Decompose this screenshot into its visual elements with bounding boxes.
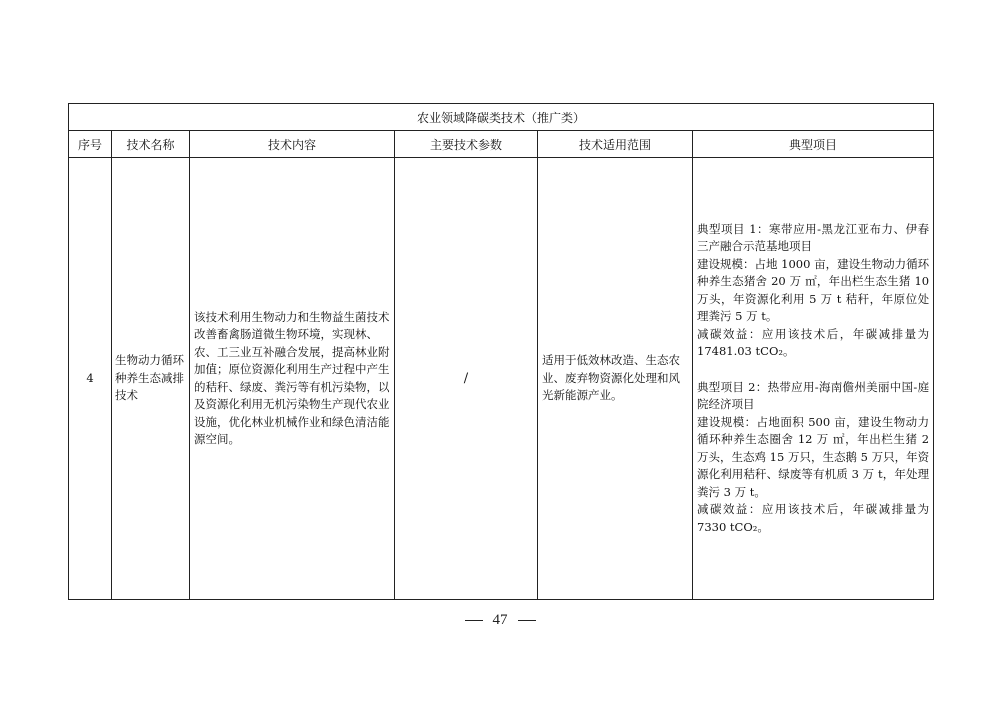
page-number-text: 47: [492, 612, 508, 628]
cell-tech-params: /: [395, 158, 538, 600]
project-2-benefit: 减碳效益：应用该技术后，年碳减排量为 7330 tCO₂。: [697, 502, 930, 534]
header-seq: 序号: [69, 131, 112, 158]
cell-seq: 4: [69, 158, 112, 600]
header-params: 主要技术参数: [395, 131, 538, 158]
table-row: [69, 158, 934, 600]
header-scope: 技术适用范围: [538, 131, 693, 158]
project-spacer: [697, 361, 929, 379]
project-2-scale: 建设规模：占地面积 500 亩，建设生物动力循环种养生态圈舍 12 万 ㎡，年出栏生猪 2 万头，生态鸡 15 万只，生态鹅 5 万只，年资源化利用秸秆、绿废等有机质 3 万 t，年处理粪污 3 万 t。: [697, 414, 930, 499]
page-number-dash-right: [518, 620, 536, 621]
technology-table: [68, 103, 934, 600]
project-2-title: 典型项目 2：热带应用-海南儋州美丽中国-庭院经济项目: [697, 379, 930, 412]
project-1-benefit: 减碳效益：应用该技术后，年碳减排量为 17481.03 tCO₂。: [697, 326, 930, 359]
page-number: [0, 612, 1000, 629]
project-1-title: 典型项目 1：寒带应用-黑龙江亚布力、伊春三产融合示范基地项目: [697, 221, 930, 254]
page-number-dash-left: [465, 620, 483, 621]
cell-tech-name: 生物动力循环种养生态减排技术: [112, 158, 190, 600]
project-1-scale: 建设规模：占地 1000 亩，建设生物动力循环种养生态猪舍 20 万 ㎡，年出栏生态生猪 10 万头，年资源化利用 5 万 t 秸秆，年原位处理粪污 5 万 t。: [697, 256, 930, 324]
cell-tech-scope: 适用于低效林改造、生态农业、废弃物资源化处理和风光新能源产业。: [538, 158, 693, 600]
table-header-row: [69, 131, 934, 158]
cell-tech-content: 该技术利用生物动力和生物益生菌技术改善畜禽肠道微生物环境，实现林、农、工三业互补融合发展，提高林业附加值；原位资源化利用生产过程中产生的秸秆、绿废、粪污等有机污染物，以及资源化利用无机污染物生产现代农业设施，优化林业机械作业和绿色清洁能源空间。: [190, 158, 395, 600]
header-content: 技术内容: [190, 131, 395, 158]
cell-typical-projects: [693, 158, 934, 600]
table-title: 农业领域降碳类技术（推广类）: [69, 104, 934, 131]
header-name: 技术名称: [112, 131, 190, 158]
header-projects: 典型项目: [693, 131, 934, 158]
